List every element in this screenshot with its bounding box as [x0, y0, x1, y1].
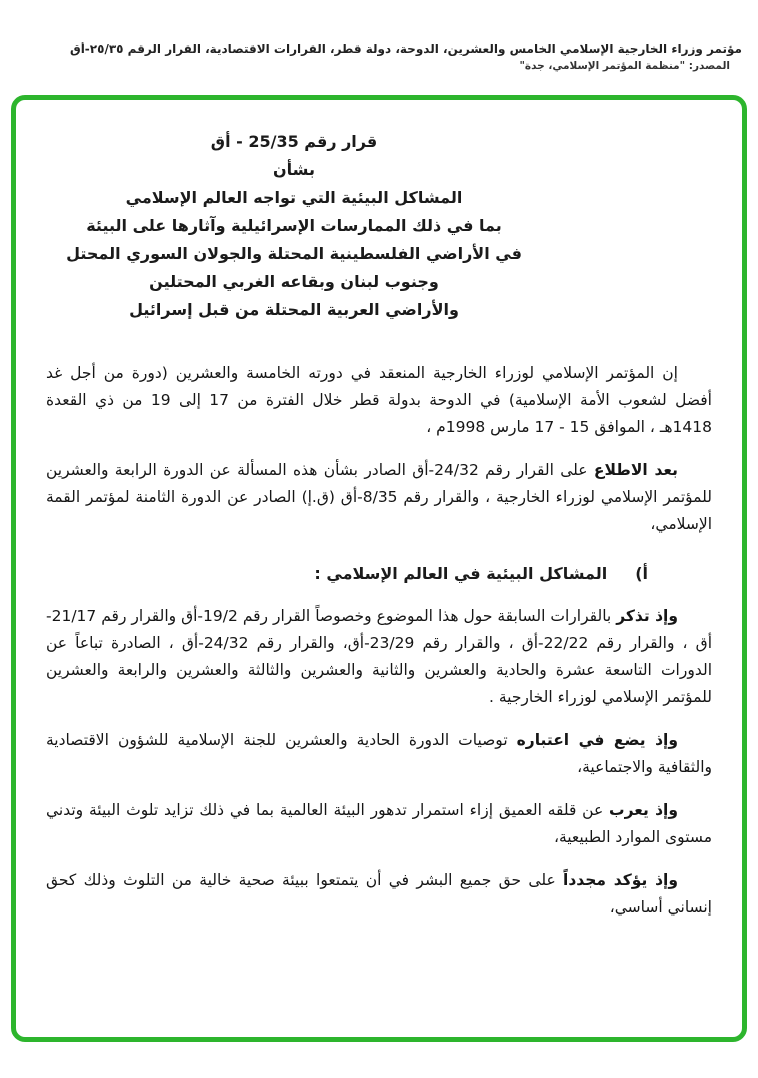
paragraph-text: عن قلقه العميق إزاء استمرار تدهور البيئة العالمية بما في ذلك تزايد تلوث البيئة وتدني مستوى الموارد الطبيعية، [46, 801, 712, 846]
paragraph-text: توصيات الدورة الحادية والعشرين للجنة الإسلامية للشؤون الاقتصادية والثقافية والاجتماعية، [46, 731, 712, 776]
section-a-heading [46, 560, 712, 587]
resolution-body [46, 360, 712, 921]
title-subject-line-5: والأراضي العربية المحتلة من قبل إسرائيل [129, 300, 459, 319]
document-frame [11, 95, 747, 1042]
title-subject-line-4: وجنوب لبنان وبقاعه الغربي المحتلين [149, 272, 439, 291]
paragraph-lead: وإذ يضع في اعتباره [516, 731, 678, 749]
paragraph-text: إن المؤتمر الإسلامي لوزراء الخارجية المنعقد في دورته الخامسة والعشرين (دورة من أجل غد أفضل لشعوب الأمة الإسلامية) في الدوحة بدولة قطر خلال الفترة من 17 إلى 19 من ذي القعدة 1418هـ ، الموافق 15 - 17 مارس 1998م ، [46, 364, 712, 436]
title-subject-line-1: المشاكل البيئية التي تواجه العالم الإسلامي [125, 188, 463, 207]
title-subject-line-2: بما في ذلك الممارسات الإسرائيلية وآثارها على البيئة [86, 216, 502, 235]
paragraph-text: على القرار رقم 24/32-أق الصادر بشأن هذه المسألة عن الدورة الرابعة والعشرين للمؤتمر الإسلامي لوزراء الخارجية ، والقرار رقم 8/35-أق (ق.إ) الصادر عن الدورة الثامنة لمؤتمر القمة الإسلامي، [46, 461, 713, 533]
header-citation: مؤتمر وزراء الخارجية الإسلامي الخامس والعشرين، الدوحة، دولة قطر، القرارات الاقتصادية، القرار الرقم ٢٥/٣٥-أق [69, 42, 742, 56]
paragraph-text: بالقرارات السابقة حول هذا الموضوع وخصوصاً القرار رقم 19/2-أق والقرار رقم 21/17-أق ، والقرار رقم 22/22-أق ، والقرار رقم 23/29-أق، والقرار رقم 24/32-أق ، الصادرة تباعاً عن الدورات التاسعة عشرة والحادية والعشرين والثانية والعشرين والثالثة والعشرين والرابعة والعشرين للمؤتمر الإسلامي لوزراء الخارجية . [46, 607, 713, 706]
paragraph-lead: وإذ يؤكد مجدداً [563, 871, 678, 889]
paragraph-lead: وإذ يعرب [609, 801, 678, 819]
preamble-paragraph-1 [46, 360, 712, 441]
paragraph-text: على حق جميع البشر في أن يتمتعوا ببيئة صحية خالية من التلوث وذلك كحق إنساني أساسي، [46, 871, 712, 916]
section-letter: أ) [635, 564, 648, 583]
section-title: المشاكل البيئية في العالم الإسلامي : [314, 564, 608, 583]
resolution-number-line: قرار رقم 25/35 - أق [210, 132, 378, 151]
header-source: المصدر: "منظمة المؤتمر الإسلامي، جدة" [519, 60, 730, 72]
title-subject-line-3: في الأراضي الفلسطينية المحتلة والجولان السوري المحتل [66, 244, 522, 263]
title-regarding-line: بشأن [273, 160, 315, 179]
clause-paragraph-2 [46, 727, 712, 781]
clause-paragraph-1 [46, 603, 712, 711]
resolution-title-block [46, 128, 542, 324]
clause-paragraph-4 [46, 867, 712, 921]
archive-header [14, 42, 742, 72]
paragraph-lead: بعد الاطلاع [593, 461, 679, 479]
paragraph-lead: وإذ تذكر [616, 607, 678, 625]
clause-paragraph-3 [46, 797, 712, 851]
preamble-paragraph-2 [46, 457, 712, 538]
